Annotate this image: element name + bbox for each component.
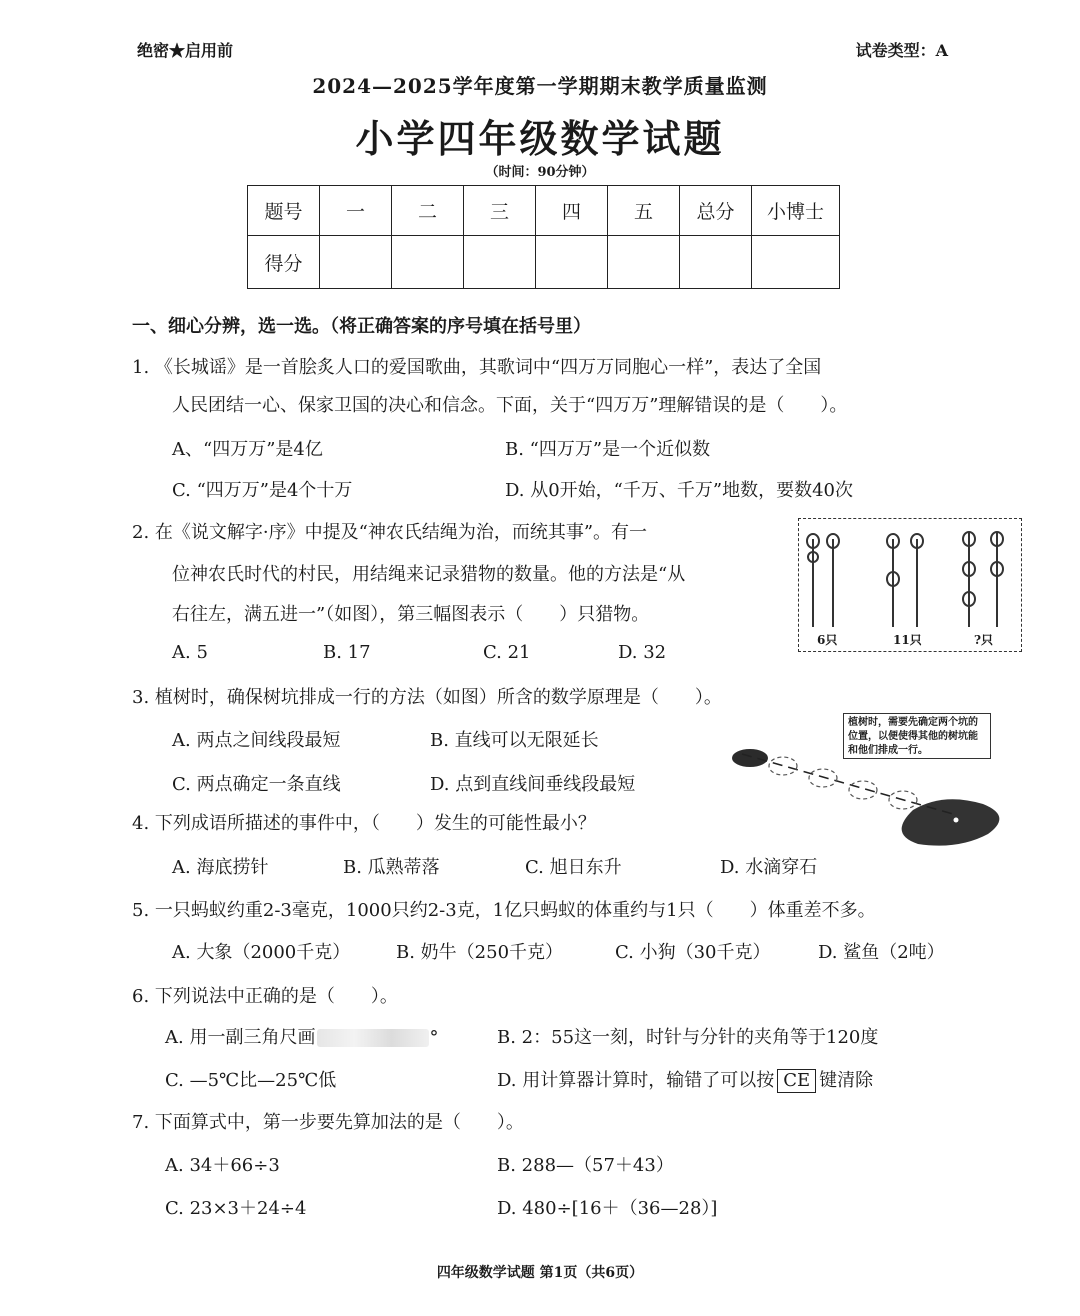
score-cell-q4: 四 xyxy=(536,186,608,236)
q6-line1: 6. 下列说法中正确的是（ ）。 xyxy=(132,986,398,1007)
q3-option-d: D. 点到直线间垂线段最短 xyxy=(430,774,636,795)
q3-option-c: C. 两点确定一条直线 xyxy=(172,774,341,795)
knot-label-2: 11只 xyxy=(893,633,922,647)
q6-option-a-tail: ° xyxy=(429,1027,439,1048)
score-cell-total: 总分 xyxy=(680,186,752,236)
q2-line1: 2. 在《说文解字·序》中提及“神农氏结绳为治，而统其事”。有一 xyxy=(132,522,648,543)
q5-option-d: D. 鲨鱼（2吨） xyxy=(818,942,945,963)
q4-option-c: C. 旭日东升 xyxy=(525,857,622,878)
score-row-label: 得分 xyxy=(248,236,320,289)
score-cell-q3: 三 xyxy=(464,186,536,236)
score-table xyxy=(247,185,840,289)
score-cell-label: 题号 xyxy=(248,186,320,236)
q7-option-d: D. 480÷[16＋（36—28）] xyxy=(497,1198,718,1219)
tree-planting-note: 植树时，需要先确定两个坑的位置，以便使得其他的树坑能和他们排成一行。 xyxy=(843,713,991,759)
q6-option-a xyxy=(165,1023,438,1049)
score-blank[interactable] xyxy=(680,236,752,289)
score-blank[interactable] xyxy=(320,236,392,289)
q1-option-d: D. 从0开始，“千万、千万”地数，要数40次 xyxy=(505,480,853,501)
q5-option-c: C. 小狗（30千克） xyxy=(615,942,771,963)
q2-option-c: C. 21 xyxy=(483,642,531,663)
q4-option-b: B. 瓜熟蒂落 xyxy=(343,857,440,878)
q4-line1: 4. 下列成语所描述的事件中，（ ）发生的可能性最小？ xyxy=(132,813,596,834)
q6-option-b: B. 2：55这一刻，时针与分针的夹角等于120度 xyxy=(497,1027,879,1048)
score-cell-q1: 一 xyxy=(320,186,392,236)
page-footer: 四年级数学试题 第1页（共6页） xyxy=(436,1265,644,1281)
score-cell-q2: 二 xyxy=(392,186,464,236)
q7-option-c: C. 23×3＋24÷4 xyxy=(165,1198,307,1219)
q2-option-d: D. 32 xyxy=(618,642,667,663)
q6-option-c: C. —5℃比—25℃低 xyxy=(165,1070,337,1091)
q5-line1: 5. 一只蚂蚁约重2-3毫克，1000只约2-3克，1亿只蚂蚁的体重约与1只（ ）体重差不多。 xyxy=(132,900,876,921)
knot-label-1: 6只 xyxy=(817,633,838,647)
q1-line2: 人民团结一心、保家卫国的决心和信念。下面，关于“四万万”理解错误的是（ ）。 xyxy=(172,395,848,416)
q4-option-d: D. 水滴穿石 xyxy=(720,857,818,878)
q3-option-b: B. 直线可以无限延长 xyxy=(430,730,599,751)
score-cell-q5: 五 xyxy=(608,186,680,236)
q5-option-a: A. 大象（2000千克） xyxy=(172,942,351,963)
q4-option-a: A. 海底捞针 xyxy=(172,857,269,878)
q2-line3: 右往左，满五进一”（如图），第三幅图表示（ ）只猎物。 xyxy=(172,604,650,625)
q3-option-a: A. 两点之间线段最短 xyxy=(172,730,341,751)
knot-rope-figure xyxy=(798,518,1022,652)
score-blank[interactable] xyxy=(608,236,680,289)
score-table-score-row xyxy=(248,236,840,289)
q6-option-d-pre: D. 用计算器计算时，输错了可以按 xyxy=(497,1070,775,1091)
q2-option-b: B. 17 xyxy=(323,642,371,663)
q3-line1: 3. 植树时，确保树坑排成一行的方法（如图）所含的数学原理是（ ）。 xyxy=(132,687,722,708)
q2-line2: 位神农氏时代的村民，用结绳来记录猎物的数量。他的方法是“从 xyxy=(172,564,686,585)
score-blank[interactable] xyxy=(464,236,536,289)
q5-option-b: B. 奶牛（250千克） xyxy=(396,942,564,963)
q6-option-d-post: 键清除 xyxy=(819,1070,874,1091)
score-table-header-row xyxy=(248,186,840,236)
q7-option-b: B. 288—（57＋43） xyxy=(497,1155,674,1176)
q1-line1: 1. 《长城谣》是一首脍炙人口的爱国歌曲，其歌词中“四万万同胞心一样”，表达了全国 xyxy=(132,357,822,378)
q1-option-a: A、“四万万”是4亿 xyxy=(172,439,323,460)
tree-pit-illustration xyxy=(728,738,1028,856)
blurred-region xyxy=(317,1029,429,1047)
paper-type-label: 试卷类型：A xyxy=(855,41,948,60)
confidential-label: 绝密★启用前 xyxy=(137,41,234,60)
q2-option-a: A. 5 xyxy=(172,642,208,663)
score-blank[interactable] xyxy=(392,236,464,289)
score-blank[interactable] xyxy=(752,236,840,289)
q6-option-a-text: A. 用一副三角尺画 xyxy=(165,1027,316,1048)
exam-title: 2024—2025学年度第一学期期末教学质量监测 xyxy=(312,74,768,98)
q7-option-a: A. 34＋66÷3 xyxy=(165,1155,280,1176)
time-note: （时间：90分钟） xyxy=(485,165,595,180)
section-1-title: 一、细心分辨，选一选。（将正确答案的序号填在括号里） xyxy=(132,316,591,337)
knot-label-3: ?只 xyxy=(974,633,994,647)
q1-option-c: C. “四万万”是4个十万 xyxy=(172,480,353,501)
q6-option-d xyxy=(497,1066,873,1093)
ce-key-icon: CE xyxy=(777,1069,816,1093)
q1-option-b: B. “四万万”是一个近似数 xyxy=(505,439,711,460)
subject-title: 小学四年级数学试题 xyxy=(355,116,725,161)
q7-line1: 7. 下面算式中，第一步要先算加法的是（ ）。 xyxy=(132,1112,524,1133)
score-cell-bonus: 小博士 xyxy=(752,186,840,236)
score-blank[interactable] xyxy=(536,236,608,289)
